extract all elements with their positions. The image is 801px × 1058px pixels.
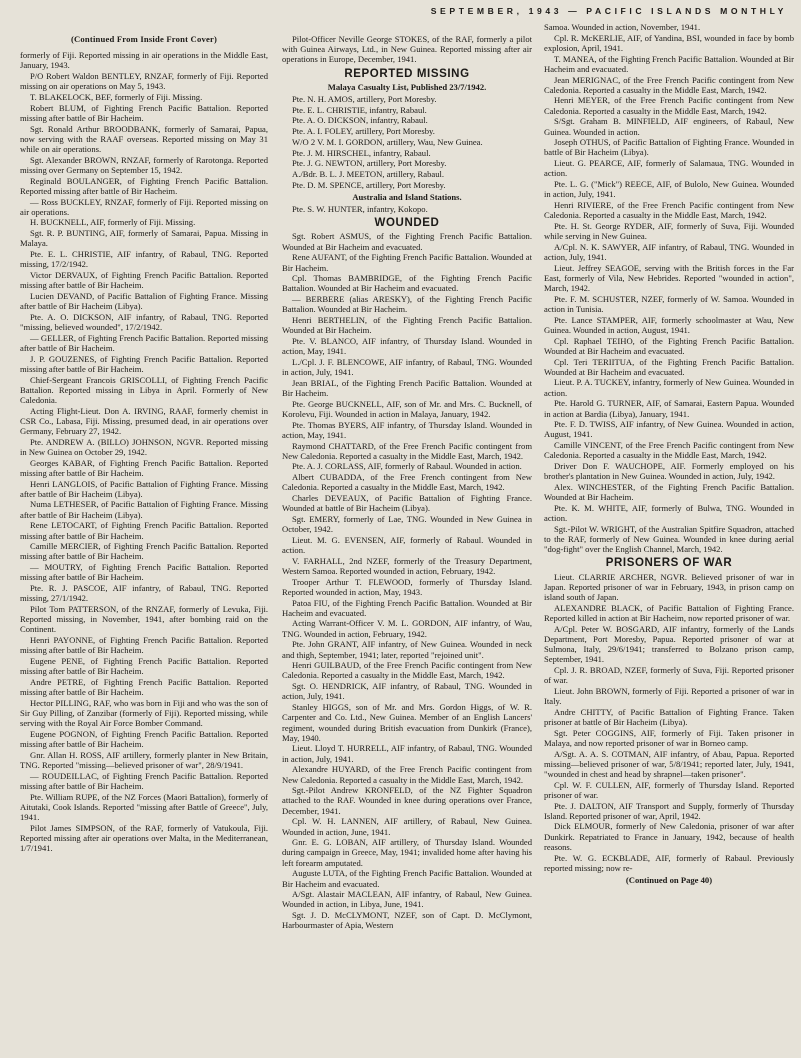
list-entry: Henri BERTHELIN, of the Fighting French Pacific Battalion. Wounded at Bir Hacheim. [282,315,532,336]
list-entry: A/Sgt. A. A. S. COTMAN, AIF infantry, of Abau, Papua. Reported missing—believed prisoner of war, 5/8/1941; reported later, July, 1941, "wounded in chest and head by shrapnel—taken prisoner". [544,748,794,779]
list-entry: Sgt. Peter COGGINS, AIF, formerly of Fiji. Taken prisoner in Malaya, and now reported prisoner of war in Borneo camp. [544,727,794,748]
list-entry: Pte. E. L. CHRISTIE, AIF infantry, of Rabaul, TNG. Reported missing, 17/2/1942. [20,249,268,270]
list-entry: Pte. F. M. SCHUSTER, NZEF, formerly of W. Samoa. Wounded in action in Tunisia. [544,293,794,314]
list-entry: Lieut. P. A. TUCKEY, infantry, formerly of New Guinea. Wounded in action. [544,377,794,398]
list-entry: Pte. A. I. FOLEY, artillery, Port Moresby. [292,126,435,137]
list-entry: Gnr. Allan H. ROSS, AIF artillery, formerly planter in New Britain, TNG. Reported "missing—believed prisoner of war", 28/9/1941. [20,749,268,771]
list-entry: T. MANEA, of the Fighting French Pacific Battalion. Wounded at Bir Hacheim and evacuated. [544,53,794,74]
list-entry: Jean MERIGNAC, of the Free French Pacific contingent from New Caledonia. Reported a casualty in the Middle East, March, 1942. [544,74,794,95]
list-entry: — Ross BUCKLEY, RNZAF, formerly of Fiji. Reported missing on air operations. [20,196,268,217]
list-entry: Pte. R. J. PASCOE, AIF infantry, of Rabaul, TNG. Reported missing, 27/1/1942. [20,583,268,604]
list-entry: Pte. William RUPE, of the NZ Forces (Maori Battalion), formerly of Aitutaki, Cook Islands. Reported "missing after Battle of Greece", July, 1941. [20,791,268,823]
list-entry: Cpl. Thomas BAMBRIDGE, of the Fighting French Pacific Battalion. Wounded at Bir Hacheim and evacuated. [282,273,532,294]
australia-subhead: Australia and Island Stations. [352,191,462,202]
list-entry: Pte. S. W. HUNTER, infantry, Kokopo. [292,204,428,215]
list-entry: Lieut. G. PEARCE, AIF, formerly of Salamaua, TNG. Wounded in action. [544,158,794,179]
list-entry: Pte. E. L. CHRISTIE, infantry, Rabaul. [292,104,427,115]
list-entry: Raymond CHATTARD, of the Free French Pacific contingent from New Caledonia. Reported a casualty in the Middle East, March, 1942. [282,440,532,461]
continued-on-note: (Continued on Page 40) [625,874,713,885]
list-entry: Sgt. EMERY, formerly of Lae, TNG. Wounded in New Guinea in October, 1942. [282,513,532,535]
list-entry: A/Cpl. N. K. SAWYER, AIF infantry, of Rabaul, TNG. Wounded in action, July, 1941. [544,241,794,262]
list-entry: Cpl. W. H. LANNEN, AIF artillery, of Rabaul, New Guinea. Wounded in action, June, 1941. [282,816,532,837]
list-entry: Pte. L. G. ("Mick") REECE, AIF, of Bulolo, New Guinea. Wounded in action, July, 1941. [544,179,794,200]
list-entry: Patoa FIU, of the Fighting French Pacific Battalion. Wounded at Bir Hacheim and evacuated. [282,597,532,618]
list-entry: Pte. J. G. NEWTON, artillery, Port Moresby. [292,158,447,169]
list-entry: Andre CHITTY, of Pacific Battalion of Fighting France. Taken prisoner at battle of Bir Hacheim (Libya). [544,706,794,727]
list-entry: Pte. Thomas BYERS, AIF infantry, of Thursday Island. Wounded in action, May, 1941. [282,419,532,440]
list-entry: Henri LANGLOIS, of Pacific Battalion of Fighting France. Missing after battle of Bir Hacheim (Libya). [20,478,268,499]
list-entry: Driver Don F. WAUCHOPE, AIF. Formerly employed on his brother's plantation in New Guinea. Wounded in action, July, 1942. [544,461,794,482]
list-entry: H. BUCKNELL, AIF, formerly of Fiji. Missing. [30,217,196,228]
list-entry: Andre PETRE, of Fighting French Pacific Battalion. Reported missing after battle of Bir Hacheim. [20,676,268,698]
column-3 [544,22,794,1042]
list-entry: L./Cpl. J. F. BLENCOWE, AIF infantry, of Rabaul, TNG. Wounded in action, July, 1941. [282,356,532,378]
list-entry: Sgt.-Pilot W. WRIGHT, of the Australian Spitfire Squadron, attached to the RAF, formerly of New Guinea. Wounded in knee during aerial "dog-fight" over the English Channel, March, 1942. [544,523,794,555]
list-entry: Pte. ANDREW A. (BILLO) JOHNSON, NGVR. Reported missing in New Guinea on October 29, 1942. [20,436,268,457]
list-entry: Eugene POGNON, of Fighting French Pacific Battalion. Reported missing after battle of Bir Hacheim. [20,728,268,750]
list-entry: Pte. J. M. HIRSCHEL, infantry, Rabaul. [292,147,431,158]
list-entry: — BERBERE (alias ARESKY), of the Fighting French Pacific Battalion. Wounded at Bir Hacheim. [282,294,532,315]
list-entry: Pte. V. BLANCO, AIF infantry, of Thursday Island. Wounded in action, May, 1941. [282,335,532,357]
list-entry: Jean BRIAL, of the Fighting French Pacific Battalion. Wounded at Bir Hacheim. [282,377,532,398]
list-entry: Cpl. Teri TERIITUA, of the Fighting French Pacific Battalion. Wounded at Bir Hacheim and evacuated. [544,356,794,377]
list-entry: Dick ELMOUR, formerly of New Caledonia, prisoner of war after Dunkirk. Repatriated to France in January, 1942, because of health reasons. [544,821,794,852]
list-entry: Camille MERCIER, of Fighting French Pacific Battalion. Reported missing after battle of Bir Hacheim. [20,541,268,562]
list-entry: Cpl. W. F. CULLEN, AIF, formerly of Thursday Island. Reported prisoner of war. [544,779,794,800]
column-2 [282,34,532,1054]
list-entry: Pilot James SIMPSON, of the RAF, formerly of Vatukoula, Fiji. Reported missing after air operations over Malta, in the Mediterranean, 1/7/1941. [20,822,268,854]
continued-from-note: (Continued From Inside Front Cover) [70,34,218,44]
malaya-list [282,94,532,190]
list-entry: Pte. A. J. CORLASS, AIF, formerly of Rabaul. Wounded in action. [292,461,522,472]
list-entry: Pilot-Officer Neville George STOKES, of the RAF, formerly a pilot with Guinea Airways, Ltd., in New Guinea. Reported missing after air operations in Europe, December, 1941. [282,34,532,65]
list-entry: Sgt.-Pilot Andrew KRONFELD, of the NZ Fighter Squadron attached to the RAF. Wounded in knee during operations over France, December, 1941. [282,785,532,816]
list-entry: Pte. K. M. WHITE, AIF, formerly of Bulwa, TNG. Wounded in action. [544,502,794,524]
list-entry: Lucien DEVAND, of Pacific Battalion of Fighting France. Missing after battle of Bir Hacheim (Libya). [20,290,268,312]
list-entry: Cpl. R. McKERLIE, AIF, of Yandina, BSI, wounded in face by bomb explosion, April, 1941. [544,32,794,53]
list-entry: Cpl. Raphael TEIHO, of the Fighting French Pacific Battalion. Wounded at Bir Hacheim and evacuated. [544,335,794,356]
list-entry: Acting Warrant-Officer V. M. L. GORDON, AIF infantry, of Wau, TNG. Wounded in action, February, 1942. [282,618,532,639]
list-entry: Pte. J. DALTON, AIF Transport and Supply, formerly of Thursday Island. Reported prisoner of war, April, 1942. [544,800,794,821]
list-entry: Alex. WINCHESTER, of the Fighting French Pacific Battalion. Wounded at Bir Hacheim. [544,481,794,503]
list-entry: Rene AUFANT, of the Fighting French Pacific Battalion. Wounded at Bir Hacheim. [282,252,532,273]
list-entry: Pte. Lance STAMPER, AIF, formerly schoolmaster at Wau, New Guinea. Wounded in action, August, 1941. [544,314,794,335]
list-entry: formerly of Fiji. Reported missing in air operations in the Middle East, January, 1943. [20,50,268,71]
list-entry: Pte. George BUCKNELL, AIF, son of Mr. and Mrs. C. Bucknell, of Korolevu, Fiji. Wounded in action in Malaya, January, 1942. [282,398,532,419]
list-entry: Sgt. J. D. McCLYMONT, NZEF, son of Capt. D. McClymont, Harbourmaster of Apia, Western [282,910,532,931]
list-entry: A./Bdr. B. L. J. MEETON, artillery, Rabaul. [292,168,445,179]
list-entry: Pte. N. H. AMOS, artillery, Port Moresby. [292,94,437,105]
column-1-body [20,50,268,853]
wounded-heading: WOUNDED [374,217,440,230]
list-entry: Numa LETHESER, of Pacific Battalion of Fighting France. Missing after battle of Bir Hacheim (Libya). [20,499,268,520]
list-entry: Pte. A. O. DICKSON, AIF infantry, of Rabaul, TNG. Reported "missing, believed wounded", 17/2/1942. [20,311,268,332]
list-entry: Henri GUILBAUD, of the Free French Pacific contingent from New Caledonia. Reported a casualty in the Middle East, March, 1942. [282,660,532,681]
list-entry: J. P. GOUZENES, of Fighting French Pacific Battalion. Reported missing after battle of Bir Hacheim. [20,353,268,374]
list-entry: Robert BLUM, of Fighting French Pacific Battalion. Reported missing after battle of Bir Hacheim. [20,102,268,123]
list-entry: Alexandre HUYARD, of the Free French Pacific contingent from New Caledonia. Reported a casualty in the Middle East, March, 1942. [282,764,532,785]
list-entry: Lieut. John BROWN, formerly of Fiji. Reported a prisoner of war in Italy. [544,685,794,706]
list-entry: Sgt. O. HENDRICK, AIF infantry, of Rabaul, TNG. Wounded in action, July, 1941. [282,681,532,702]
list-entry: — ROUDEILLAC, of Fighting French Pacific Battalion. Reported missing after battle of Bir Hacheim. [20,770,268,791]
list-entry: Samoa. Wounded in action, November, 1941. [544,22,701,32]
column-3-top [544,22,794,554]
list-entry: Joseph OTHUS, of Pacific Battalion of Fighting France. Wounded in battle of Bir Hacheim (Libya). [544,137,794,158]
list-entry: Eugene PENE, of Fighting French Pacific Battalion. Reported missing after battle of Bir Hacheim. [20,655,268,677]
list-entry: Sgt. R. P. BUNTING, AIF, formerly of Samarai, Papua. Missing in Malaya. [20,228,268,249]
list-entry: Hector PILLING, RAF, who was born in Fiji and who was the son of Sir Guy Pilling, of Zanzibar (formerly of Fiji). Reported missing, while serving with the Royal Air Force Bomber Command. [20,697,268,729]
list-entry: T. BLAKELOCK, BEF, formerly of Fiji. Missing. [30,92,203,103]
list-entry: Henri RIVIERE, of the Free French Pacific contingent from New Caledonia. Reported a casualty in the Middle East, March, 1942. [544,199,794,221]
list-entry: ALEXANDRE BLACK, of Pacific Battalion of Fighting France. Reported killed in action at Bir Hacheim, now reported prisoner of war. [544,602,794,623]
list-entry: V. FARHALL, 2nd NZEF, formerly of the Treasury Department, Western Samoa. Reported wounded in action, February, 1942. [282,555,532,576]
list-entry: Reginald BOULANGER, of Fighting French Pacific Battalion. Reported missing after battle of Bir Hacheim. [20,175,268,196]
list-entry: Auguste LUTA, of the Fighting French Pacific Battalion. Wounded at Bir Hacheim and evacuated. [282,868,532,889]
list-entry: Sgt. Robert ASMUS, of the Fighting French Pacific Battalion. Wounded at Bir Hacheim and evacuated. [282,231,532,252]
malaya-subhead: Malaya Casualty List, Published 23/7/1942. [327,81,487,92]
list-entry: Lieut. CLARRIE ARCHER, NGVR. Believed prisoner of war in Japan. Reported prisoner of war in February, 1943, in prison camp on island south of Japan. [544,571,794,602]
list-entry: Victor DERVAUX, of Fighting French Pacific Battalion. Reported missing after battle of Bir Hacheim. [20,269,268,291]
list-entry: Charles DEVEAUX, of Pacific Battalion of Fighting France. Wounded at battle of Bir Hacheim (Libya). [282,493,532,514]
reported-missing-heading: REPORTED MISSING [344,67,470,80]
wounded-list [282,231,532,930]
prisoners-list [544,572,794,873]
list-entry: Chief-Sergeant Francois GRISCOLLI, of Fighting French Pacific Battalion. Reported missing in Libya in April. Formerly of New Caledonia. [20,374,268,405]
list-entry: Henri MEYER, of the Free French Pacific contingent from New Caledonia. Reported a casualty in the Middle East, March, 1942. [544,95,794,116]
list-entry: Acting Flight-Lieut. Don A. IRVING, RAAF, formerly chemist in CSR Co., Labasa, Fiji. Missing, presumed dead, in air operations over Germany, February 27, 1942. [20,405,268,437]
list-entry: A/Cpl. Peter W. BOSGARD, AIF infantry, formerly of the Lands Department, Port Moresby, Papua. Reported prisoner of war at Sulmona, Italy, 29/6/1941; transferred to Bolzano prison camp, September, 1941. [544,623,794,665]
list-entry: — MOUTRY, of Fighting French Pacific Battalion. Reported missing after battle of Bir Hacheim. [20,562,268,583]
list-entry: W/O 2 V. M. I. GORDON, artillery, Wau, New Guinea. [292,136,483,147]
list-entry: Pte. F. D. TWISS, AIF infantry, of New Guinea. Wounded in action, August, 1941. [544,419,794,440]
list-entry: Pte. Harold G. TURNER, AIF, of Samarai, Eastern Papua. Wounded in action at Bardia (Libya), January, 1941. [544,398,794,419]
list-entry: Albert CUBADDA, of the Free French contingent from New Caledonia. Reported a casualty in the Middle East, March, 1942. [282,472,532,493]
list-entry: Pte. W. G. ECKBLADE, AIF, formerly of Rabaul. Previously reported missing; now re- [544,852,794,873]
list-entry: Pilot Tom PATTERSON, of the RNZAF, formerly of Levuka, Fiji. Reported missing, in November, 1941, after bombing raid on the Continent. [20,603,268,635]
running-header: SEPTEMBER, 1943 — PACIFIC ISLANDS MONTHLY [430,6,787,16]
list-entry: Pte. D. M. SPENCE, artillery, Port Moresby. [292,179,446,190]
list-entry: A/Sgt. Alastair MACLEAN, AIF infantry, of Rabaul, New Guinea. Wounded in action, in Libya, June, 1941. [282,889,532,910]
list-entry: S/Sgt. Graham B. MINFIELD, AIF engineers, of Rabaul, New Guinea. Wounded in action. [544,116,794,137]
list-entry: Stanley HIGGS, son of Mr. and Mrs. Gordon Higgs, of W. R. Carpenter and Co. Ltd., New Guinea. Member of an English Lancers' regiment, wounded during British evacuation from Dunkirk (France), May, 1940. [282,702,532,743]
column-2-top [282,34,532,65]
list-entry: P/O Robert Waldon BENTLEY, RNZAF, formerly of Fiji. Reported missing on air operations on May 5, 1943. [20,71,268,92]
list-entry: Gnr. E. G. LOBAN, AIF artillery, of Thursday Island. Wounded during campaign in Greece, May, 1941; invalided home after having his left forearm amputated. [282,837,532,868]
list-entry: Henri PAYONNE, of Fighting French Pacific Battalion. Reported missing after battle of Bir Hacheim. [20,635,268,656]
list-entry: Georges KABAR, of Fighting French Pacific Battalion. Reported missing after battle of Bir Hacheim. [20,457,268,478]
list-entry: Sgt. Ronald Arthur BROODBANK, formerly of Samarai, Papua, now serving with the RAAF overseas. Reported missing on May 31 while on air operations. [20,123,268,155]
list-entry: Pte. A. O. DICKSON, infantry, Rabaul. [292,115,428,126]
list-entry: Pte. John GRANT, AIF infantry, of New Guinea. Wounded in neck and thigh, September, 1941; later, reported "rejoined unit". [282,639,532,660]
list-entry: Lieut. Jeffrey SEAGOE, serving with the British forces in the Far East, formerly of Vila, New Hebrides. Reported "wounded in action", March, 1942. [544,262,794,294]
prisoners-heading: PRISONERS OF WAR [605,557,733,570]
list-entry: Trooper Arthur T. FLEWOOD, formerly of Thursday Island. Reported wounded in action, May, 1943. [282,576,532,597]
list-entry: Pte. H. St. George RYDER, AIF, formerly of Suva, Fiji. Wounded while serving in New Guinea. [544,220,794,242]
list-entry: Lieut. Lloyd T. HURRELL, AIF infantry, of Rabaul, TNG. Wounded in action, July, 1941. [282,743,532,764]
column-1 [20,34,268,1054]
australia-list [282,204,532,214]
list-entry: Camille VINCENT, of the Free French Pacific contingent from New Caledonia. Reported a casualty in the Middle East, March, 1942. [544,440,794,461]
list-entry: Lieut. M. G. EVENSEN, AIF, formerly of Rabaul. Wounded in action. [282,534,532,556]
list-entry: — GELLER, of Fighting French Pacific Battalion. Reported missing after battle of Bir Hacheim. [20,332,268,353]
list-entry: Rene LETOCART, of Fighting French Pacific Battalion. Reported missing after battle of Bir Hacheim. [20,520,268,541]
list-entry: Sgt. Alexander BROWN, RNZAF, formerly of Rarotonga. Reported missing over Germany on September 15, 1942. [20,154,268,175]
list-entry: Cpl. J. R. BROAD, NZEF, formerly of Suva, Fiji. Reported prisoner of war. [544,664,794,686]
